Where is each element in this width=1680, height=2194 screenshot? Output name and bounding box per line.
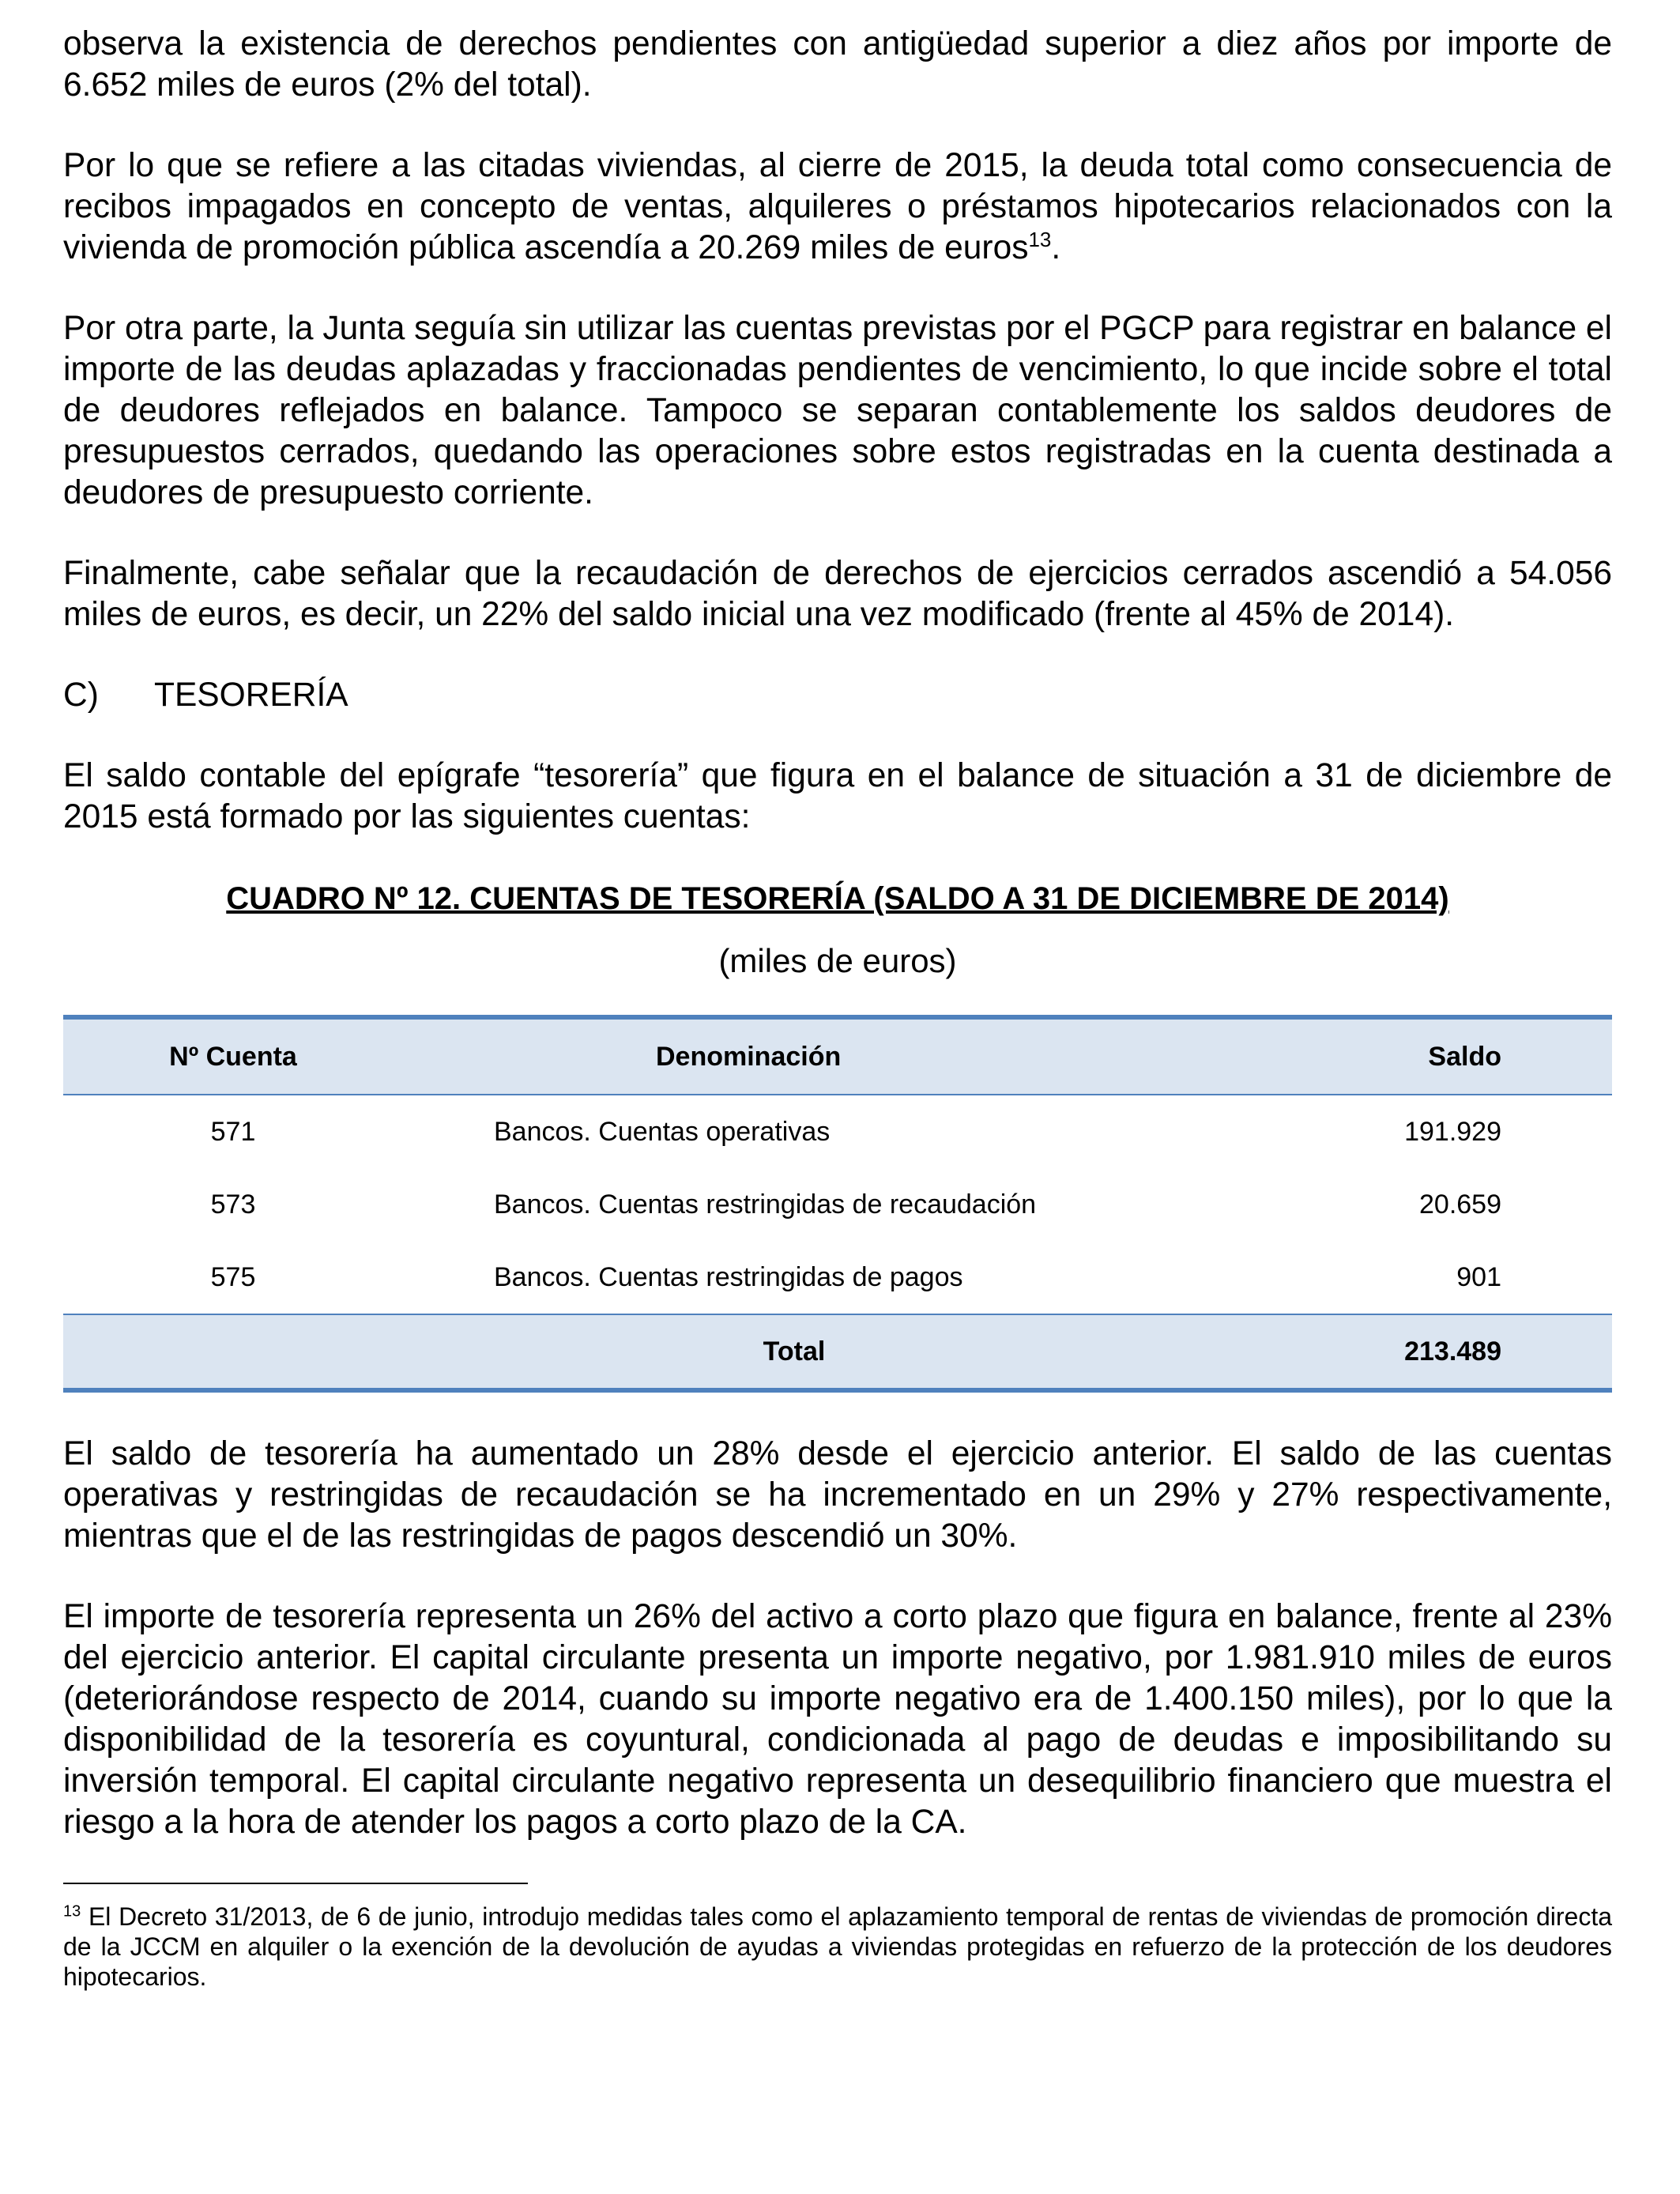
cell-saldo: 901 (1456, 1261, 1501, 1292)
cell-denominacion: Bancos. Cuentas operativas (494, 1116, 831, 1147)
footnote-divider (63, 1883, 528, 1884)
paragraph-derechos-pendientes: observa la existencia de derechos pendientes con antigüedad superior a diez años por importe de 6.652 miles de euros (2% del total). (63, 25, 1612, 104)
after-table-section (63, 1434, 1612, 1843)
table-total-row (63, 1314, 1612, 1390)
paragraph-capital-circulante: El importe de tesorería representa un 26% del activo a corto plazo que figura en balance, frente al 23% del ejercicio anterior. El capital circulante presenta un importe negativo, por 1.981.910 miles de euros (deteriorándose respecto de 2014, cuando su importe negativo era de 1.400.150 miles), por lo que la disponibilidad de la tesorería es coyuntural, condicionada al pago de deudas e imposibilitando su inversión temporal. El capital circulante negativo representa un desequilibrio financiero que muestra el riesgo a la hora de atender los pagos a corto plazo de la CA. (63, 1598, 1612, 1841)
tesoreria-table (63, 1015, 1612, 1393)
section-title: TESORERÍA (154, 677, 348, 714)
table-header-row (63, 1017, 1612, 1095)
paragraph-aumento-tesoreria: El saldo de tesorería ha aumentado un 28% desde el ejercicio anterior. El saldo de las cuentas operativas y restringidas de recaudación se ha incrementado en un 29% y 27% respectivamente, mientras que el de las restringidas de pagos descendió un 30%. (63, 1435, 1612, 1555)
table-unit: (miles de euros) (718, 942, 957, 979)
table-title: CUADRO Nº 12. CUENTAS DE TESORERÍA (SALDO A 31 DE DICIEMBRE DE 2014) (226, 881, 1449, 916)
cell-cuenta: 575 (210, 1261, 256, 1292)
cell-denominacion: Bancos. Cuentas restringidas de pagos (494, 1261, 963, 1292)
cell-denominacion: Bancos. Cuentas restringidas de recaudación (494, 1189, 1037, 1220)
total-label: Total (419, 1314, 1264, 1390)
paragraph-deuda-viviendas: Por lo que se refiere a las citadas viviendas, al cierre de 2015, la deuda total como consecuencia de recibos impagados en concepto de ventas, alquileres o préstamos hipotecarios relacionados con la vivienda de promoción pública ascendía a 20.269 miles de euros$^{13}$. (63, 147, 1612, 266)
footnote-text: El Decreto 31/2013, de 6 de junio, introdujo medidas tales como el aplazamiento temporal de rentas de viviendas de promoción directa de la JCCM en alquiler o la exención de la devolución de ayudas a viviendas protegidas en refuerzo de la protección de los deudores hipotecarios. (63, 1902, 1613, 1991)
header-cuenta: Nº Cuenta (63, 1017, 419, 1095)
total-empty-cell (63, 1314, 419, 1390)
section-heading-tesoreria (63, 675, 1612, 716)
paragraph-deuda-viviendas-text: Por lo que se refiere a las citadas viviendas, al cierre de 2015, la deuda total como consecuencia de recibos impagados en concepto de ventas, alquileres o préstamos hipotecarios relacionados con la vivienda de promoción pública ascendía a 20.269 miles de euros (63, 147, 1612, 266)
document-page (63, 24, 1612, 1992)
section-letter: C) (63, 677, 99, 714)
cell-cuenta: 571 (210, 1116, 256, 1147)
footnote-reference[interactable]: 13 (1028, 227, 1052, 251)
paragraph-recaudacion: Finalmente, cabe señalar que la recaudación de derechos de ejercicios cerrados ascendió a 54.056 miles de euros, es decir, un 22% del saldo inicial una vez modificado (frente al 45% de 2014). (63, 555, 1612, 633)
cell-saldo: 20.659 (1419, 1189, 1501, 1220)
table-row (63, 1241, 1612, 1314)
table-row (63, 1095, 1612, 1168)
paragraph-saldo-contable: El saldo contable del epígrafe “tesorería” que figura en el balance de situación a 31 de diciembre de 2015 está formado por las siguientes cuentas: (63, 757, 1612, 835)
header-denominacion: Denominación (419, 1017, 1264, 1095)
footnote (63, 1902, 1612, 1992)
cell-cuenta: 573 (210, 1189, 256, 1220)
header-saldo: Saldo (1264, 1017, 1612, 1095)
total-saldo: 213.489 (1264, 1314, 1612, 1390)
paragraph-cuentas-pgcp: Por otra parte, la Junta seguía sin utilizar las cuentas previstas por el PGCP para registrar en balance el importe de las deudas aplazadas y fraccionadas pendientes de vencimiento, lo que incide sobre el total de deudores reflejados en balance. Tampoco se separan contablemente los saldos deudores de presupuestos cerrados, quedando las operaciones sobre estos registradas en la cuenta destinada a deudores de presupuesto corriente. (63, 310, 1612, 511)
cell-saldo: 191.929 (1404, 1116, 1501, 1147)
table-row (63, 1168, 1612, 1241)
footnote-number: 13 (63, 1902, 81, 1921)
